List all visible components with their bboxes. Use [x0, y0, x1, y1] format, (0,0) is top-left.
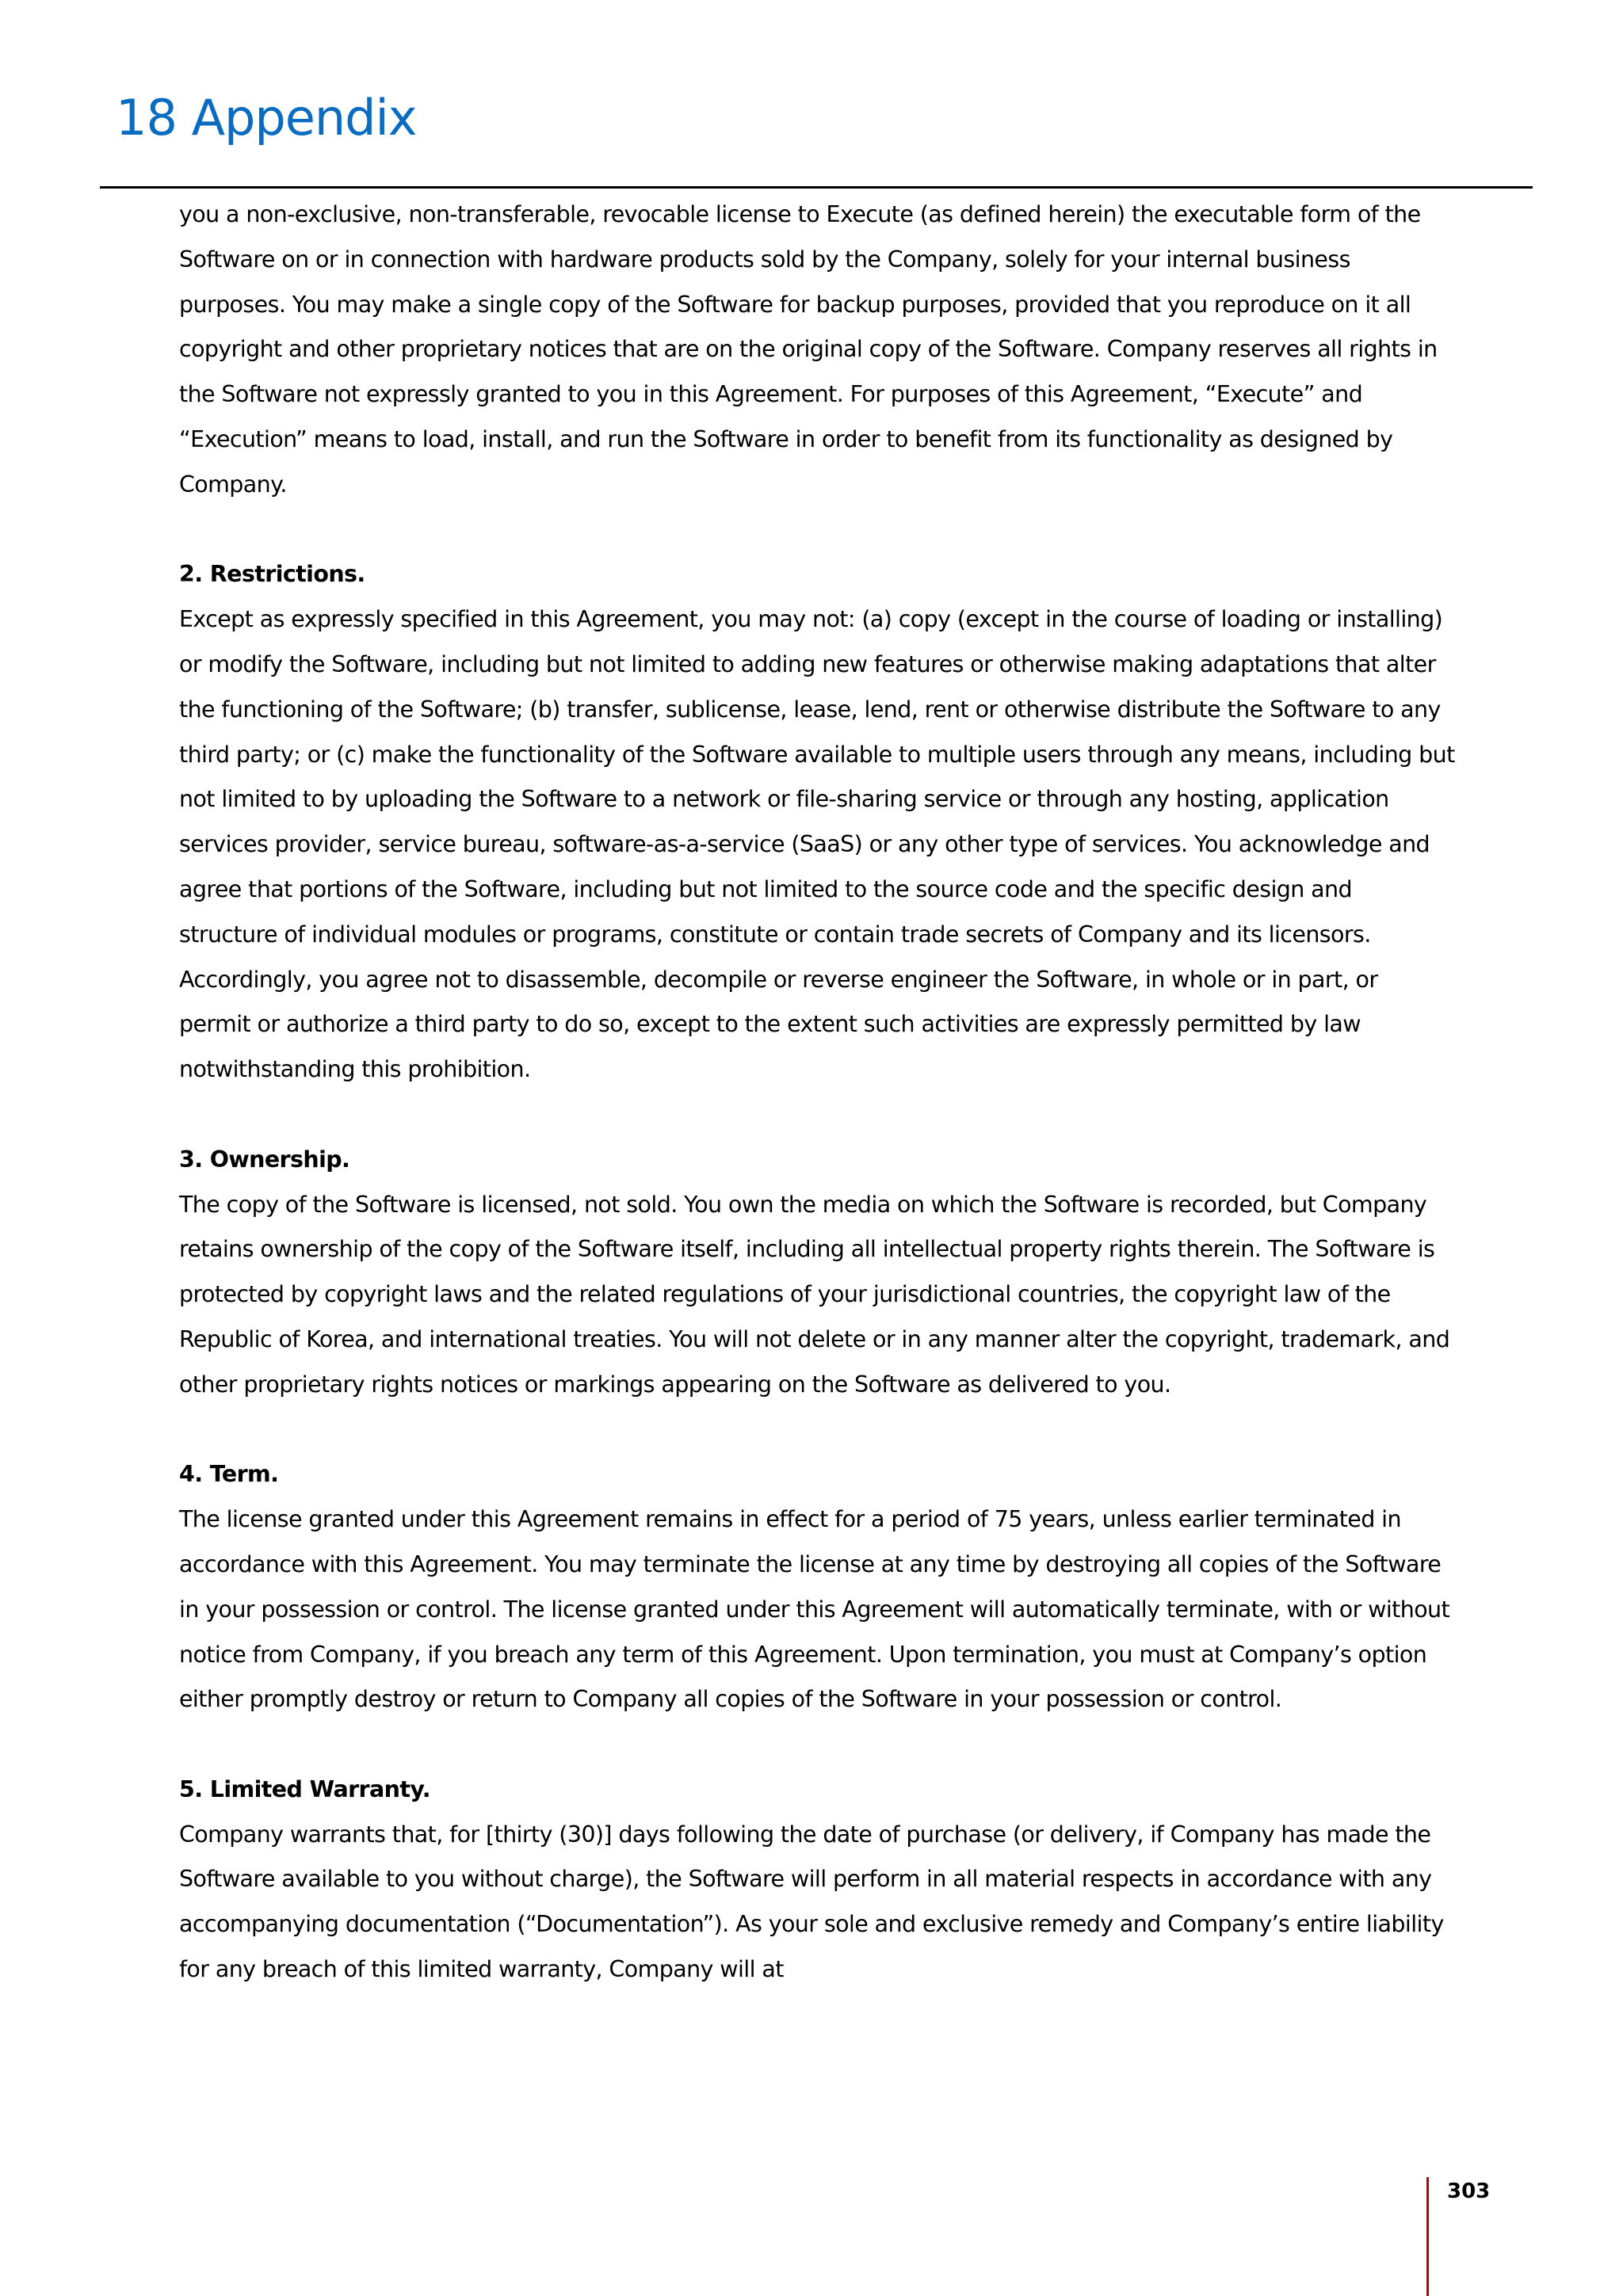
- page-number-divider: [1426, 2177, 1429, 2296]
- section-heading-limited-warranty: 5. Limited Warranty.: [179, 1775, 430, 1802]
- paragraph-gap: [179, 508, 1455, 553]
- section-body-restrictions: Except as expressly specified in this Agreement, you may not: (a) copy (except in the course of loading or installing) or modify the Software, including but not limited to adding new features or otherwise making adaptations that alter the functioning of the Software; (b) transfer, sublicense, lease, lend, rent or otherwise distribute the Software to any third party; or (c) make the functionality of the Software available to multiple users through any means, including but not limited to by uploading the Software to a network or file-sharing service or through any hosting, application services provider, service bureau, software-as-a-service (SaaS) or any other type of services. You acknowledge and agree that portions of the Software, including but not limited to the source code and the specific design and structure of individual modules or programs, constitute or contain trade secrets of Company and its licensors. Accordingly, you agree not to disassemble, decompile or reverse engineer the Software, in whole or in part, or permit or authorize a third party to do so, except to the extent such activities are expressly permitted by law notwithstanding this prohibition.: [179, 606, 1455, 1083]
- document-body: [179, 193, 1455, 1993]
- section-body-ownership: The copy of the Software is licensed, not sold. You own the media on which the Software is recorded, but Company retains ownership of the copy of the Software itself, including all intellectual property rights therein. The Software is protected by copyright laws and the related regulations of your jurisdictional countries, the copyright law of the Republic of Korea, and international treaties. You will not delete or in any manner alter the copyright, trademark, and other proprietary rights notices or markings appearing on the Software as delivered to you.: [179, 1191, 1450, 1398]
- chapter-title: 18 Appendix: [116, 89, 417, 147]
- section-body-term: The license granted under this Agreement remains in effect for a period of 75 years, unless earlier terminated in accordance with this Agreement. You may terminate the license at any time by destroying all copies of the Software in your possession or control. The license granted under this Agreement will automatically terminate, with or without notice from Company, if you breach any term of this Agreement. Upon termination, you must at Company’s option either promptly destroy or return to Company all copies of the Software in your possession or control.: [179, 1506, 1450, 1713]
- page-number: 303: [1447, 2180, 1491, 2203]
- intro-paragraph: you a non-exclusive, non-transferable, revocable license to Execute (as defined herein) the executable form of the Software on or in connection with hardware products sold by the Company, solely for your internal business purposes. You may make a single copy of the Software for backup purposes, provided that you reproduce on it all copyright and other proprietary notices that are on the original copy of the Software. Company reserves all rights in the Software not expressly granted to you in this Agreement. For purposes of this Agreement, “Execute” and “Execution” means to load, install, and run the Software in order to benefit from its functionality as designed by Company.: [179, 201, 1438, 498]
- header-rule: [100, 186, 1533, 189]
- section-heading-restrictions: 2. Restrictions.: [179, 561, 365, 588]
- paragraph-gap: [179, 1093, 1455, 1138]
- paragraph-gap: [179, 1722, 1455, 1768]
- section-heading-term: 4. Term.: [179, 1461, 279, 1488]
- section-heading-ownership: 3. Ownership.: [179, 1146, 350, 1173]
- section-body-limited-warranty: Company warrants that, for [thirty (30)] days following the date of purchase (or delivery, if Company has made the Software available to you without charge), the Software will perform in all material respects in accordance with any accompanying documentation (“Documentation”). As your sole and exclusive remedy and Company’s entire liability for any breach of this limited warranty, Company will at: [179, 1821, 1444, 1983]
- paragraph-gap: [179, 1408, 1455, 1453]
